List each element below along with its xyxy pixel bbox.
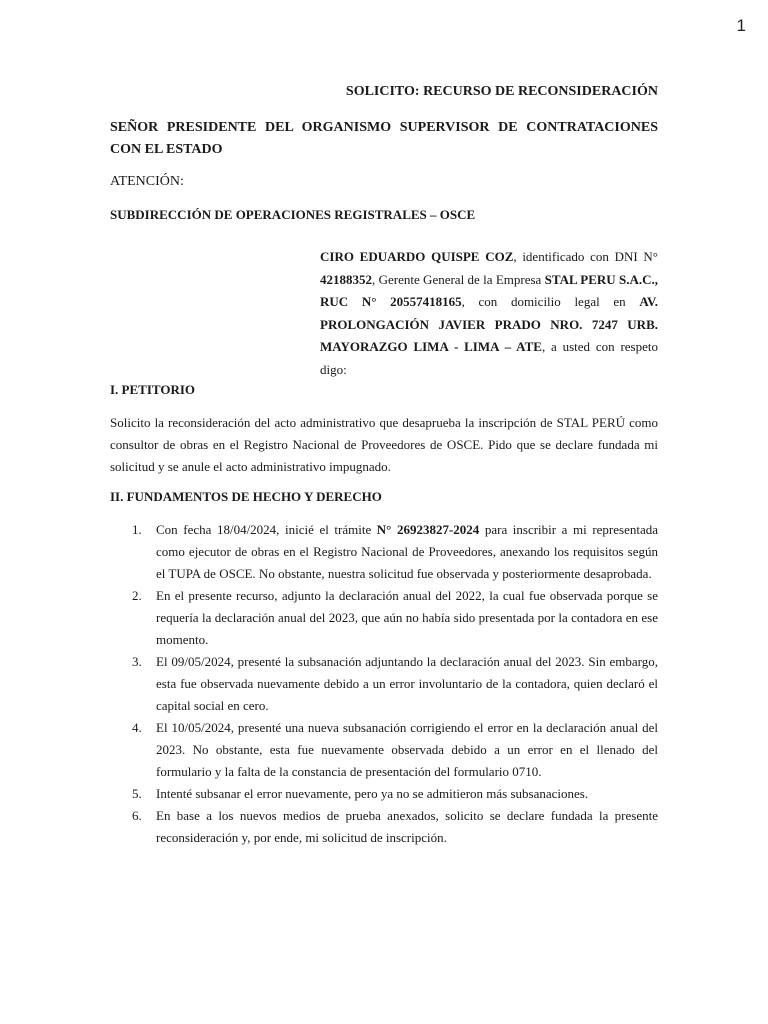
list-number: 2.: [132, 588, 142, 603]
attention-label: ATENCIÓN:: [110, 174, 184, 189]
list-item-text: Intenté subsanar el error nuevamente, pero ya no se admitieron más subsanaciones.: [156, 786, 589, 801]
list-item-text: El 09/05/2024, presenté la subsanación adjuntando la declaración anual del 2023. Sin embargo, esta fue observada nuevamente debido a un error involuntario de la contadora, quien declaró el capital social en cero.: [156, 654, 658, 713]
addressee: SEÑOR PRESIDENTE DEL ORGANISMO SUPERVISOR DE CONTRATACIONES CON EL ESTADO: [110, 120, 658, 157]
list-number: 6.: [132, 808, 142, 823]
list-item-text: El 10/05/2024, presenté una nueva subsanación corrigiendo el error en la declaración anual del 2023. No obstante, esta fue nuevamente observada debido a un error en el llenado del formulario y la falta de la constancia de presentación del formulario 0710.: [156, 720, 658, 779]
list-item: [110, 519, 658, 585]
dni-number: 42188352: [320, 271, 372, 287]
fundamentos-heading: II. FUNDAMENTOS DE HECHO Y DERECHO: [110, 489, 382, 504]
list-number: 3.: [132, 654, 142, 669]
list-item-text: Con fecha 18/04/2024, inicié el trámite: [156, 522, 377, 537]
intro-text-1: , identificado con DNI N°: [513, 249, 658, 264]
petitorio-heading: I. PETITORIO: [110, 382, 196, 397]
list-number: 4.: [132, 720, 142, 735]
company-name: STAL PERU S.A.C., RUC N° 20557418165: [320, 271, 658, 309]
intro-text-2: , Gerente General de la Empresa: [372, 271, 545, 287]
tramite-number: N° 26923827-2024: [376, 522, 480, 537]
intro-text-4: , a usted con respeto digo:: [320, 339, 658, 377]
fundamentos-list: [110, 519, 658, 849]
legal-address: AV. PROLONGACIÓN JAVIER PRADO NRO. 7247 URB. MAYORAZGO LIMA - LIMA – ATE: [320, 294, 658, 354]
list-item-text: En base a los nuevos medios de prueba anexados, solicito se declare fundada la presente reconsideración y, por ende, mi solicitud de inscripción.: [156, 808, 658, 845]
list-number: 1.: [132, 522, 142, 537]
list-item: [110, 805, 658, 849]
page-number: 1: [736, 16, 746, 35]
list-item: [110, 717, 658, 783]
intro-paragraph: [320, 246, 658, 381]
list-number: 5.: [132, 786, 142, 801]
list-item-text: para inscribir a mi representada como ejecutor de obras en el Registro Nacional de Proveedores, anexando los requisitos según el TUPA de OSCE. No obstante, nuestra solicitud fue observada y posteriormente desaprobada.: [156, 522, 658, 581]
petitioner-name: CIRO EDUARDO QUISPE COZ: [320, 249, 514, 264]
intro-text-3: , con domicilio legal en: [461, 294, 640, 309]
subdirection: SUBDIRECCIÓN DE OPERACIONES REGISTRALES – OSCE: [110, 207, 476, 222]
list-item-text: En el presente recurso, adjunto la declaración anual del 2022, la cual fue observada porque se requería la declaración anual del 2023, que aún no había sido presentada por la contadora en ese momento.: [156, 588, 658, 647]
list-item: [110, 585, 658, 651]
solicito-title: SOLICITO: RECURSO DE RECONSIDERACIÓN: [345, 84, 658, 99]
list-item: [110, 783, 658, 805]
list-item: [110, 651, 658, 717]
petitorio-paragraph: Solicito la reconsideración del acto administrativo que desaprueba la inscripción de STAL PERÚ como consultor de obras en el Registro Nacional de Proveedores de OSCE. Pido que se declare fundada mi solicitud y se anule el acto administrativo impugnado.: [110, 415, 658, 474]
